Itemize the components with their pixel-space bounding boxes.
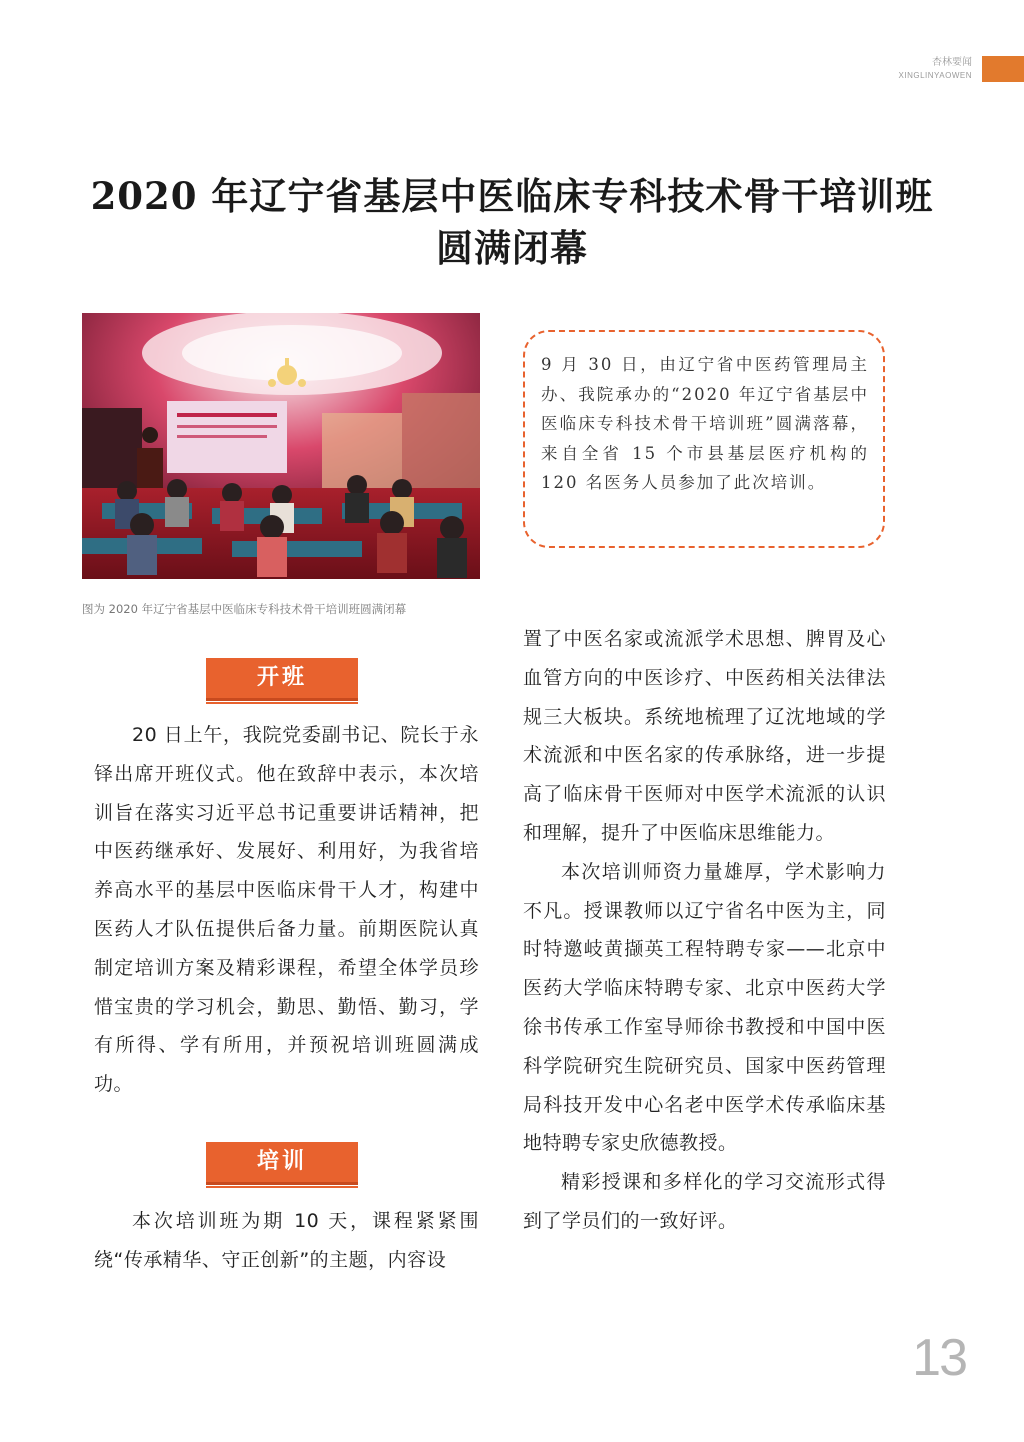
opening-paragraph: 20 日上午，我院党委副书记、院长于永铎出席开班仪式。他在致辞中表示，本次培训旨在落实习近平总书记重要讲话精神，把中医药继承好、发展好、利用好，为我省培养高水平的基层中医临床骨干人才，构建中医药人才队伍提供后备力量。前期医院认真制定培训方案及精彩课程，希望全体学员珍惜宝贵的学习机会，勤思、勤悟、勤习，学有所得、学有所用，并预祝培训班圆满成功。 [94, 724, 479, 1096]
section-tag-en: XINGLINYAOWEN [898, 71, 972, 80]
training-paragraph-continued: 置了中医名家或流派学术思想、脾胃及心血管方向的中医诊疗、中医药相关法律法规三大板块。系统地梳理了辽沈地域的学术流派和中医名家的传承脉络，进一步提高了临床骨干医师对中医学术流派的认识和理解，提升了中医临床思维能力。 [523, 628, 886, 844]
opening-text [94, 716, 479, 1104]
article-title [40, 170, 984, 274]
article-title-line2: 圆满闭幕 [436, 226, 588, 270]
training-paragraph-start: 本次培训班为期 10 天，课程紧紧围绕“传承精华、守正创新”的主题，内容设 [94, 1210, 479, 1271]
photo-caption: 图为 2020 年辽宁省基层中医临床专科技术骨干培训班圆满闭幕 [82, 602, 407, 616]
section-tag-cn: 杏林要闻 [932, 57, 972, 68]
section-tag [899, 56, 972, 82]
event-photo-illustration [82, 313, 480, 579]
summary-box: 9 月 30 日，由辽宁省中医药管理局主办、我院承办的“2020 年辽宁省基层中医临床专科技术骨干培训班”圆满落幕，来自全省 15 个市县基层医疗机构的 120 名医务人员参加了此次培训。 [523, 330, 885, 548]
header-accent-bar [982, 56, 1024, 82]
training-paragraph-2: 本次培训师资力量雄厚，学术影响力不凡。授课教师以辽宁省名中医为主，同时特邀岐黄撷英工程特聘专家——北京中医药大学临床特聘专家、北京中医药大学徐书传承工作室导师徐书教授和中国中医科学院研究生院研究员、国家中医药管理局科技开发中心名老中医学术传承临床基地特聘专家史欣德教授。 [523, 860, 886, 1155]
training-paragraph-3: 精彩授课和多样化的学习交流形式得到了学员们的一致好评。 [523, 1171, 886, 1232]
section-heading-training: 培训 [206, 1142, 358, 1182]
page-number: 13 [912, 1329, 966, 1387]
section-heading-opening: 开班 [206, 658, 358, 698]
training-text-start [94, 1202, 479, 1280]
training-text-right [523, 620, 886, 1241]
event-photo [82, 313, 480, 579]
article-title-line1: 2020 年辽宁省基层中医临床专科技术骨干培训班 [90, 174, 934, 218]
